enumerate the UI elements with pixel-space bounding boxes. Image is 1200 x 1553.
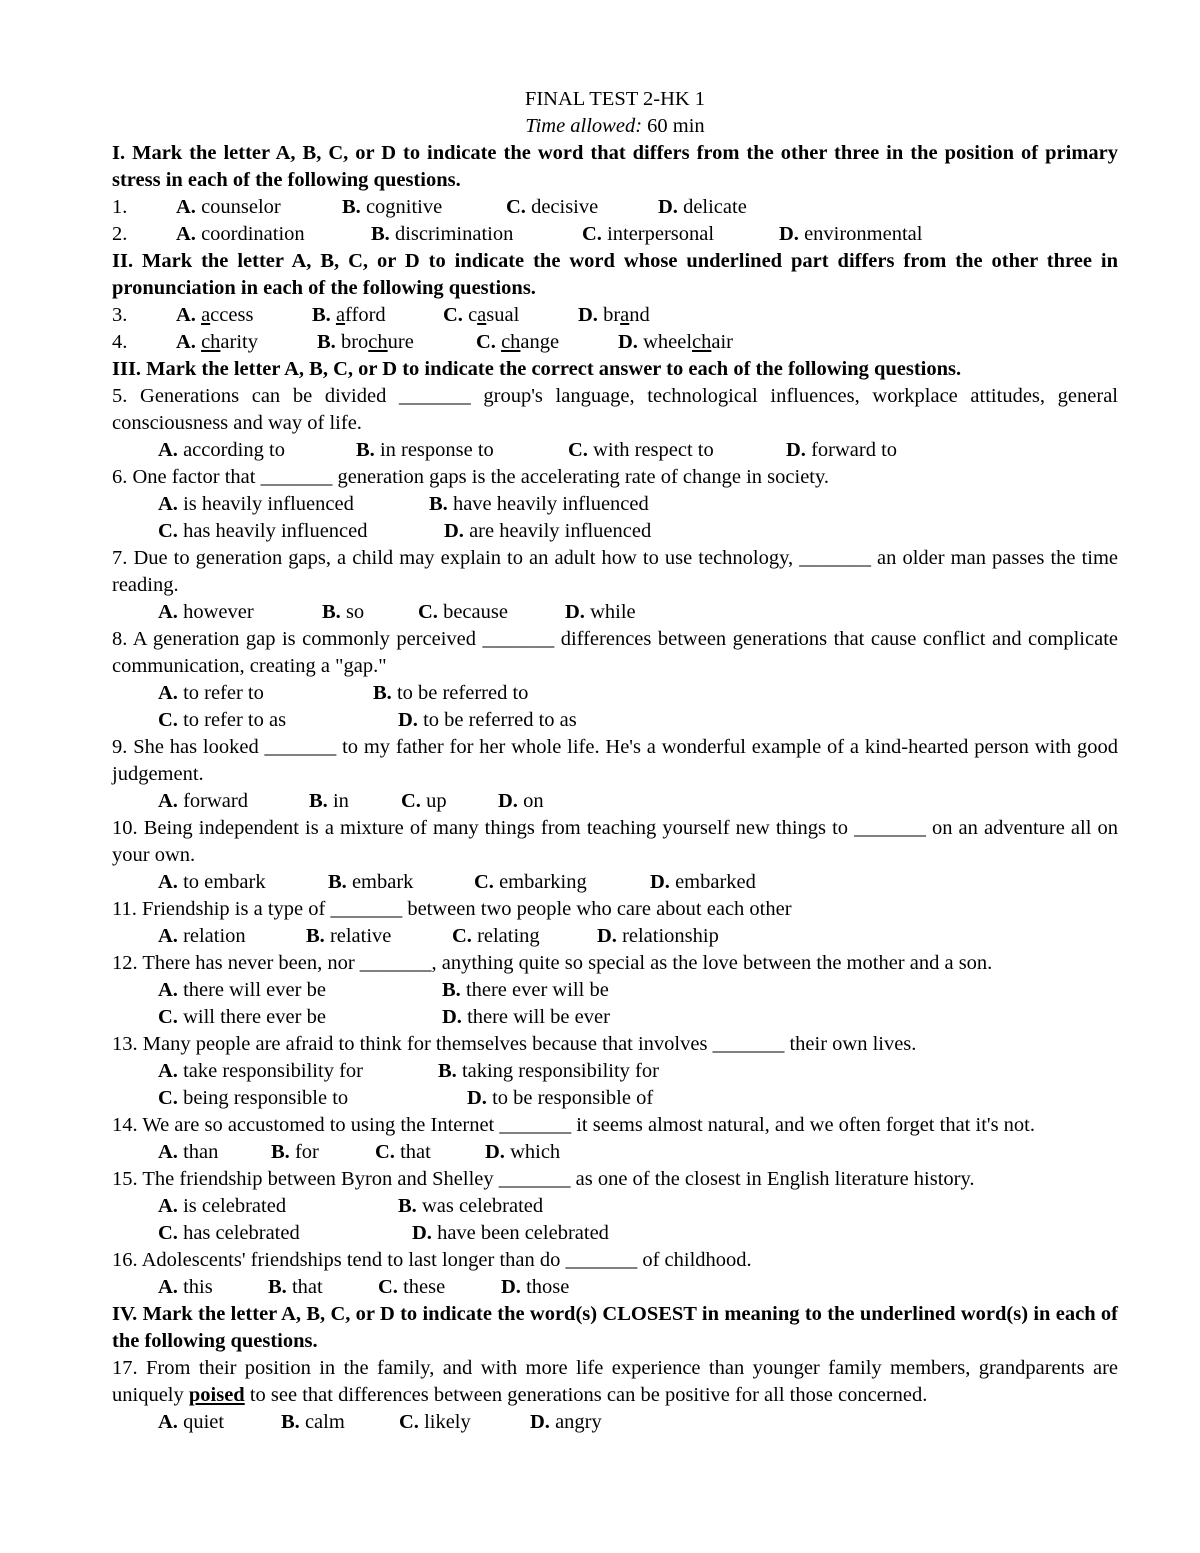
question-number: 3.: [112, 304, 128, 326]
time-label: Time allowed:: [525, 115, 643, 137]
option-a: A. counselor: [176, 196, 281, 218]
option-c: C. being responsible to: [158, 1087, 349, 1109]
option-d: D. environmental: [779, 223, 923, 245]
option-d: D. wheelchair: [618, 331, 733, 353]
question-number: 1.: [112, 196, 128, 218]
question-15-stem: 15. The friendship between Byron and Shelley _______ as one of the closest in English literature history.: [112, 1168, 975, 1190]
question-13-options-2: [112, 1085, 1118, 1112]
question-3: [112, 302, 1118, 329]
question-13-options-1: [112, 1058, 1118, 1085]
option-b: B. embark: [328, 871, 414, 893]
option-c: C. because: [418, 601, 508, 623]
option-b: B. in response to: [356, 439, 494, 461]
option-c: C. will there ever be: [158, 1006, 326, 1028]
page-title: FINAL TEST 2-HK 1: [524, 88, 706, 110]
option-b: B. have heavily influenced: [429, 493, 649, 515]
option-c: C. likely: [399, 1411, 471, 1433]
option-d: D. brand: [578, 304, 650, 326]
option-d: D. delicate: [658, 196, 747, 218]
question-13-stem: 13. Many people are afraid to think for themselves because that involves _______ their own lives.: [112, 1033, 917, 1055]
option-c: C. interpersonal: [582, 223, 715, 245]
option-b: B. brochure: [317, 331, 414, 353]
option-b: B. in: [309, 790, 349, 812]
option-a: A. this: [158, 1276, 213, 1298]
section-3-heading: III. Mark the letter A, B, C, or D to indicate the correct answer to each of the following questions.: [112, 358, 962, 380]
question-8-options-2: [112, 707, 1118, 734]
option-d: D. angry: [530, 1411, 602, 1433]
option-a: A. than: [158, 1141, 219, 1163]
option-c: C. that: [375, 1141, 431, 1163]
question-11-stem: 11. Friendship is a type of _______ between two people who care about each other: [112, 898, 792, 920]
option-a: A. however: [158, 601, 254, 623]
option-d: D. relationship: [597, 925, 719, 947]
question-5-stem: 5. Generations can be divided _______ group's language, technological influences, workplace attitudes, general consciousness and way of life.: [112, 385, 1118, 434]
option-a: A. coordination: [176, 223, 305, 245]
question-15-options-2: [112, 1220, 1118, 1247]
question-7-options: [112, 599, 1118, 626]
question-15-options-1: [112, 1193, 1118, 1220]
option-b: B. taking responsibility for: [438, 1060, 659, 1082]
option-a: A. charity: [176, 331, 258, 353]
question-9-stem: 9. She has looked _______ to my father for her whole life. He's a wonderful example of a kind-hearted person with good judgement.: [112, 736, 1118, 785]
option-d: D. are heavily influenced: [444, 520, 652, 542]
option-d: D. while: [565, 601, 636, 623]
option-b: B. cognitive: [342, 196, 443, 218]
option-b: B. there ever will be: [442, 979, 609, 1001]
option-a: A. to embark: [158, 871, 266, 893]
question-11-options: [112, 923, 1118, 950]
question-10-stem: 10. Being independent is a mixture of many things from teaching yourself new things to _______ on an adventure all on your own.: [112, 817, 1118, 866]
option-c: C. casual: [443, 304, 520, 326]
option-c: C. with respect to: [568, 439, 714, 461]
option-b: B. calm: [281, 1411, 345, 1433]
option-c: C. decisive: [506, 196, 599, 218]
question-17-stem: 17. From their position in the family, and with more life experience than younger family members, grandparents are uniquely poised to see that differences between generations can be positive for all those concerned.: [112, 1357, 1118, 1406]
question-6-options-1: [112, 491, 1118, 518]
question-16-options: [112, 1274, 1118, 1301]
question-5-options: [112, 437, 1118, 464]
question-7-stem: 7. Due to generation gaps, a child may explain to an adult how to use technology, _______ an older man passes the time reading.: [112, 547, 1118, 596]
option-a: A. relation: [158, 925, 246, 947]
option-c: C. these: [378, 1276, 446, 1298]
question-12-options-2: [112, 1004, 1118, 1031]
option-c: C. relating: [452, 925, 540, 947]
option-d: D. have been celebrated: [412, 1222, 609, 1244]
option-b: B. to be referred to: [373, 682, 529, 704]
option-a: A. to refer to: [158, 682, 264, 704]
time-value: 60 min: [642, 115, 705, 137]
option-c: C. embarking: [474, 871, 587, 893]
question-2: [112, 221, 1118, 248]
section-4-heading: IV. Mark the letter A, B, C, or D to indicate the word(s) CLOSEST in meaning to the underlined word(s) in each of the following questions.: [112, 1303, 1118, 1352]
underlined-word: poised: [188, 1384, 245, 1406]
question-6-stem: 6. One factor that _______ generation gaps is the accelerating rate of change in society.: [112, 466, 830, 488]
question-1: [112, 194, 1118, 221]
option-a: A. quiet: [158, 1411, 225, 1433]
question-10-options: [112, 869, 1118, 896]
option-c: C. up: [401, 790, 447, 812]
question-14-stem: 14. We are so accustomed to using the Internet _______ it seems almost natural, and we often forget that it's not.: [112, 1114, 1036, 1136]
option-c: C. has heavily influenced: [158, 520, 368, 542]
question-16-stem: 16. Adolescents' friendships tend to last longer than do _______ of childhood.: [112, 1249, 752, 1271]
question-14-options: [112, 1139, 1118, 1166]
question-number: 4.: [112, 331, 128, 353]
option-a: A. according to: [158, 439, 285, 461]
question-17-options: [112, 1409, 1118, 1436]
question-6-options-2: [112, 518, 1118, 545]
section-2-heading: II. Mark the letter A, B, C, or D to indicate the word whose underlined part differs from the other three in pronunciation in each of the following questions.: [112, 250, 1118, 299]
option-d: D. forward to: [786, 439, 898, 461]
option-d: D. there will be ever: [442, 1006, 610, 1028]
option-a: A. there will ever be: [158, 979, 326, 1001]
document-page: [112, 86, 1118, 1436]
question-number: 2.: [112, 223, 128, 245]
option-d: D. those: [501, 1276, 570, 1298]
option-b: B. that: [268, 1276, 323, 1298]
option-b: B. so: [322, 601, 365, 623]
question-4: [112, 329, 1118, 356]
question-8-options-1: [112, 680, 1118, 707]
question-12-stem: 12. There has never been, nor _______, anything quite so special as the love between the mother and a son.: [112, 952, 993, 974]
option-d: D. which: [485, 1141, 561, 1163]
option-c: C. change: [476, 331, 560, 353]
option-b: B. discrimination: [371, 223, 514, 245]
option-a: A. is celebrated: [158, 1195, 287, 1217]
option-c: C. has celebrated: [158, 1222, 300, 1244]
option-a: A. take responsibility for: [158, 1060, 363, 1082]
option-a: A. is heavily influenced: [158, 493, 354, 515]
question-8-stem: 8. A generation gap is commonly perceived _______ differences between generations that cause conflict and complicate communication, creating a "gap.": [112, 628, 1118, 677]
option-a: A. access: [176, 304, 254, 326]
question-12-options-1: [112, 977, 1118, 1004]
section-1-heading: I. Mark the letter A, B, C, or D to indicate the word that differs from the other three in the position of primary stress in each of the following questions.: [112, 142, 1118, 191]
option-d: D. to be referred to as: [398, 709, 577, 731]
option-d: D. on: [498, 790, 544, 812]
question-9-options: [112, 788, 1118, 815]
option-d: D. to be responsible of: [467, 1087, 654, 1109]
option-b: B. was celebrated: [398, 1195, 544, 1217]
option-b: B. afford: [312, 304, 386, 326]
option-c: C. to refer to as: [158, 709, 287, 731]
option-a: A. forward: [158, 790, 248, 812]
time-allowed: [112, 113, 1118, 140]
option-d: D. embarked: [650, 871, 756, 893]
option-b: B. for: [271, 1141, 319, 1163]
option-b: B. relative: [306, 925, 392, 947]
